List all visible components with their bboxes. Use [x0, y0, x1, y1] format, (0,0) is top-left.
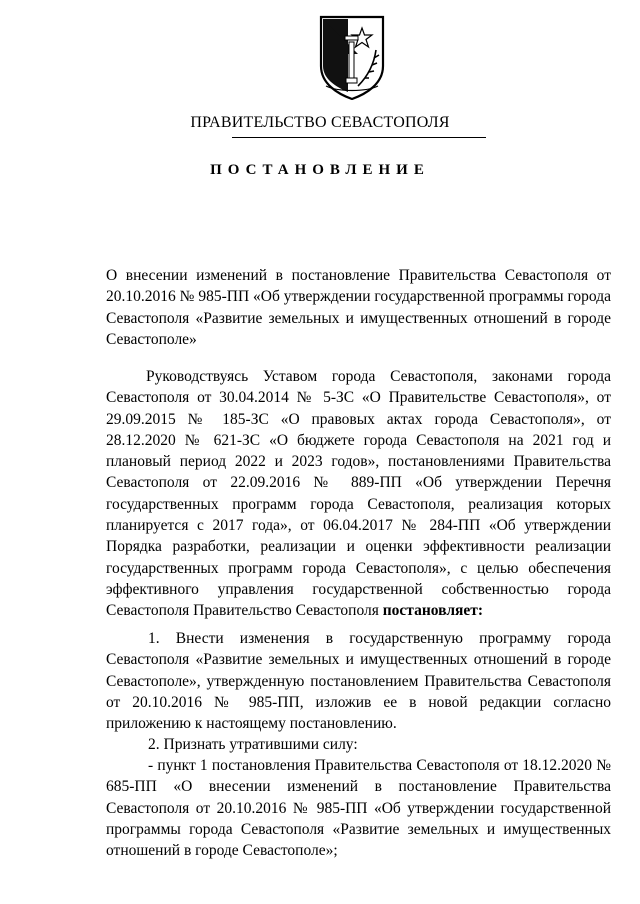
- sub-list-item: [106, 755, 611, 861]
- item-2-text: 2. Признать утратившими силу:: [148, 736, 358, 753]
- resolves-word: постановляет: [382, 602, 478, 620]
- subject-text: О внесении изменений в постановление Правительства Севастополя от 20.10.2016 № 985-ПП «Об утверждении государственной программы города Севастополя «Развитие земельных и имущественных отношений в городе Севастополе»: [106, 267, 611, 348]
- organization-name: ПРАВИТЕЛЬСТВО СЕВАСТОПОЛЯ: [190, 114, 450, 131]
- sevastopol-coat-of-arms-icon: [318, 14, 386, 100]
- resolves-colon: :: [477, 602, 484, 620]
- item-1-text: 1. Внести изменения в государственную программу города Севастополя «Развитие земельных и имущественных отношений в городе Севастополе», утвержденную постановлением Правительства Севастополя от 20.10.2016 № 985-ПП, изложив ее в новой редакции согласно приложению к настоящему постановлению.: [106, 630, 611, 733]
- preamble: [106, 366, 611, 622]
- header-divider: [232, 137, 486, 138]
- document-type: ПОСТАНОВЛЕНИЕ: [210, 162, 430, 178]
- document-subject: [106, 265, 611, 350]
- list-item: [106, 628, 611, 734]
- preamble-text: Руководствуясь Уставом города Севастополя, законами города Севастополя от 30.04.2014 № 5-ЗС «О Правительстве Севастополя», от 29.09.2015 № 185-ЗС «О правовых актах города Севастополя», от 28.12.2020 № 621-ЗС «О бюджете города Севастополя на 2021 год и плановый период 2022 и 2023 годов», постановлениями Правительства Севастополя от 22.09.2016 № 889-ПП «Об утверждении Перечня государственных программ города Севастополя, реализация которых планируется с 2017 года», от 06.04.2017 № 284-ПП «Об утверждении Порядка разработки, реализации и оценки эффективности реализации государственных программ города Севастополя», с целью обеспечения эффективного управления государственной собственностью города Севастополя Правительство Севастополя: [106, 368, 611, 620]
- list-item: [106, 734, 611, 755]
- subitem-1-text: - пункт 1 постановления Правительства Севастополя от 18.12.2020 № 685-ПП «О внесении изменений в постановление Правительства Севастополя от 20.10.2016 № 985-ПП «Об утверждении государственной программы города Севастополя «Развитие земельных и имущественных отношений в городе Севастополе»;: [106, 757, 611, 860]
- preamble-paragraph: [106, 366, 611, 622]
